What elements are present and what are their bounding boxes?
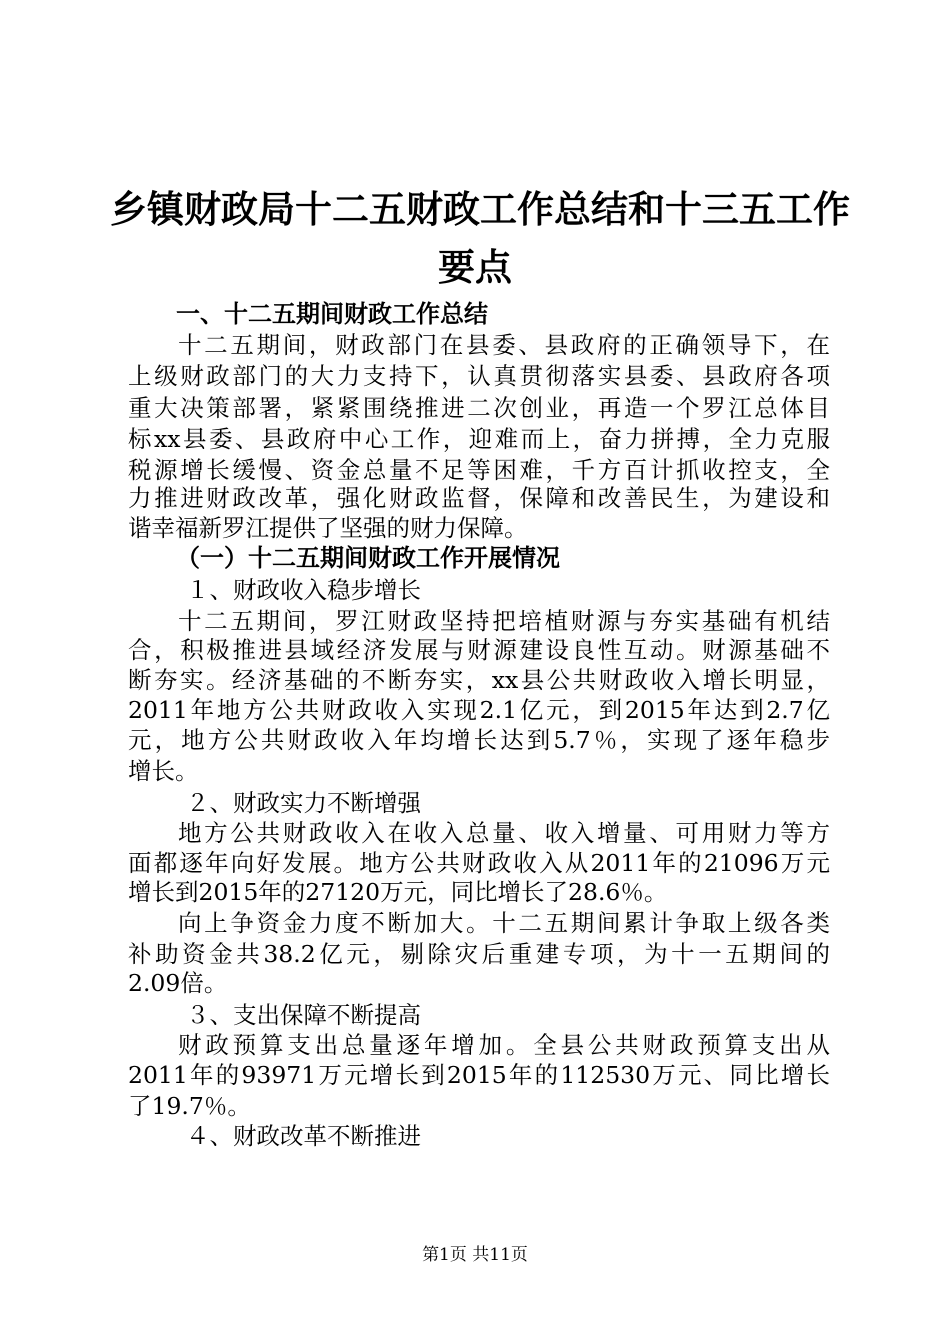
- paragraph-line: 地方公共财政收入在收入总量、收入增量、可用财力等方: [178, 819, 830, 847]
- paragraph-line: 增长到2015年的27120万元，同比增长了28.6％。: [128, 878, 668, 906]
- paragraph-line: 面都逐年向好发展。地方公共财政收入从2011年的21096万元: [128, 849, 830, 877]
- paragraph-line: 合，积极推进县域经济发展与财源建设良性互动。财源基础不: [128, 636, 830, 664]
- paragraph-line: 重大决策部署，紧紧围绕推进二次创业，再造一个罗江总体目: [128, 394, 830, 422]
- paragraph-line: 增长。: [128, 757, 199, 785]
- paragraph-line: 2011年地方公共财政收入实现2.1亿元，到2015年达到2.7亿: [128, 696, 830, 724]
- paragraph-line: 十二五期间，财政部门在县委、县政府的正确领导下，在: [178, 331, 830, 359]
- paragraph-line: 谐幸福新罗江提供了坚强的财力保障。: [128, 514, 528, 542]
- paragraph-line: 税源增长缓慢、资金总量不足等困难，千方百计抓收控支，全: [128, 456, 830, 484]
- paragraph-line: 力推进财政改革，强化财政监督，保障和改善民生，为建设和: [128, 484, 830, 512]
- paragraph-line: 十二五期间，罗江财政坚持把培植财源与夯实基础有机结: [178, 607, 830, 635]
- paragraph-line: 财政预算支出总量逐年增加。全县公共财政预算支出从: [178, 1031, 830, 1059]
- paragraph-line: 断夯实。经济基础的不断夯实，xx县公共财政收入增长明显，: [128, 666, 830, 694]
- paragraph-line: 了19.7％。: [128, 1092, 251, 1120]
- subsection1-heading: （一）十二五期间财政工作开展情况: [176, 544, 560, 572]
- paragraph-line: 上级财政部门的大力支持下，认真贯彻落实县委、县政府各项: [128, 362, 830, 390]
- page-footer: 第1页 共11页: [422, 1245, 528, 1265]
- item1-title: １、财政收入稳步增长: [186, 576, 421, 604]
- paragraph-line: 向上争资金力度不断加大。十二五期间累计争取上级各类: [178, 909, 830, 937]
- document-title: 乡镇财政局十二五财政工作总结和十三五工作: [110, 188, 850, 231]
- item2-title: ２、财政实力不断增强: [186, 789, 421, 817]
- paragraph-line: 2011年的93971万元增长到2015年的112530万元、同比增长: [128, 1061, 830, 1089]
- section1-heading: 一、十二五期间财政工作总结: [176, 300, 488, 328]
- paragraph-line: 标xx县委、县政府中心工作，迎难而上，奋力拼搏，全力克服: [128, 425, 830, 453]
- paragraph-line: 元，地方公共财政收入年均增长达到5.7％，实现了逐年稳步: [128, 726, 830, 754]
- item3-title: ３、支出保障不断提高: [186, 1001, 421, 1029]
- document-title-continued: 要点: [438, 246, 512, 289]
- paragraph-line: 2.09倍。: [128, 969, 228, 997]
- paragraph-line: 补助资金共38.2亿元，剔除灾后重建专项，为十一五期间的: [128, 940, 830, 968]
- item4-title: ４、财政改革不断推进: [186, 1122, 421, 1150]
